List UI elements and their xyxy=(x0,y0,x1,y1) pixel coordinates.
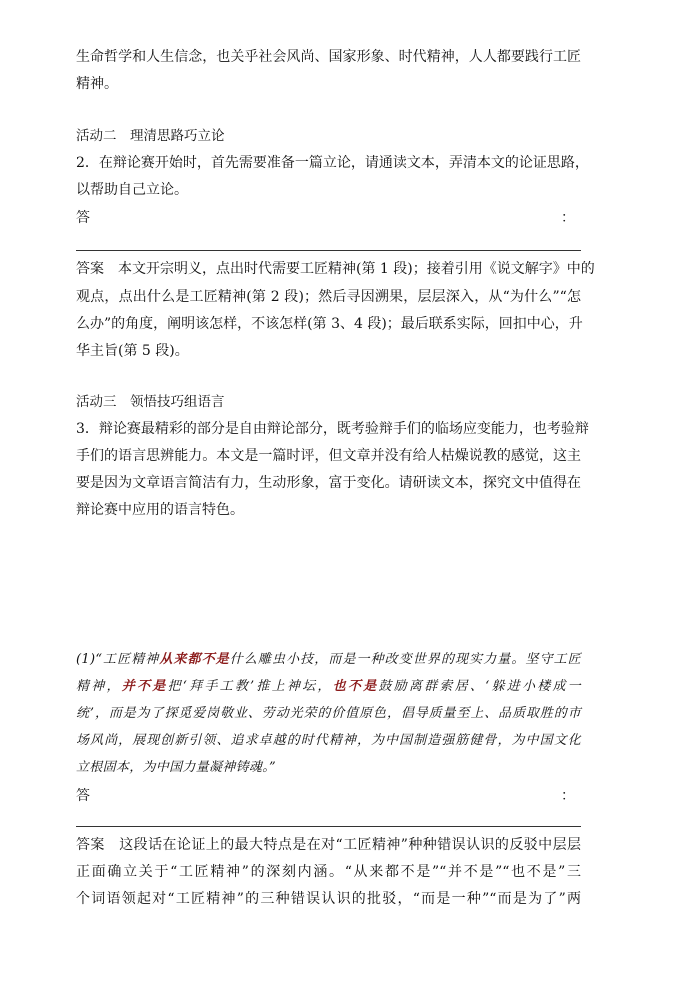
intro-line-1: 生命哲学和人生信念，也关乎社会风尚、国家形象、时代精神，人人都要践行工匠 xyxy=(76,49,581,65)
activity2-answer-line-3: 么办”的角度，阐明该怎样，不该怎样(第 3、4 段)；最后联系实际，回扣中心，升 xyxy=(76,316,583,332)
quote-emphasis: 也不是 xyxy=(332,679,379,694)
activity3-heading: 活动三 领悟技巧组语言 xyxy=(76,394,225,410)
activity3-answer-line-1: 答案 这段话在论证上的最大特点是在对“工匠精神”种种错误认识的反驳中层层 xyxy=(76,837,581,853)
activity3-question-line-3: 要是因为文章语言简洁有力，生动形象，富于变化。请研读文本，探究文中值得在 xyxy=(76,475,581,491)
activity2-answer-line-2: 观点，点出什么是工匠精神(第 2 段)；然后寻因溯果，层层深入，从“为什么”“怎 xyxy=(76,289,581,305)
answer-rule xyxy=(76,826,581,827)
answer-colon: ： xyxy=(561,788,575,804)
quote-emphasis: 从来都不是 xyxy=(159,652,230,667)
activity3-answer-line-2: 正面确立关于“工匠精神”的深刻内涵。“从来都不是”“并不是”“也不是”三 xyxy=(76,864,581,880)
quote-text: 把‘拜手工教’推上神坛， xyxy=(167,679,333,694)
quote-text: 鼓励离群索居、‘躲进小楼成一 xyxy=(378,679,581,694)
activity3-answer-prompt xyxy=(76,786,581,806)
answer-rule xyxy=(76,250,581,251)
activity3-answer-line-3: 个词语领起对“工匠精神”的三种错误认识的批驳，“而是一种”“而是为了”两 xyxy=(76,891,581,907)
activity2-answer-line-1: 答案 本文开宗明义，点出时代需要工匠精神(第 1 段)；接着引用《说文解字》中的 xyxy=(76,261,595,277)
activity3-question-line-4: 辩论赛中应用的语言特色。 xyxy=(76,502,244,518)
quote-line-4: 场风尚，展现创新引领、追求卓越的时代精神，为中国制造强筋健骨，为中国文化 xyxy=(76,733,581,748)
quote-line-1 xyxy=(76,650,581,670)
quote-line-2 xyxy=(76,677,581,697)
activity2-answer-line-4: 华主旨(第 5 段)。 xyxy=(76,343,189,359)
activity2-question-line-2: 以帮助自己立论。 xyxy=(76,182,188,198)
activity2-question-line-1: 2．在辩论赛开始时，首先需要准备一篇立论，请通读文本，弄清本文的论证思路， xyxy=(76,155,589,171)
activity2-heading: 活动二 理清思路巧立论 xyxy=(76,128,225,144)
quote-line-5: 立根固本，为中国力量凝神铸魂。” xyxy=(76,760,276,775)
quote-text: 什么雕虫小技，而是一种改变世界的现实力量。坚守工匠 xyxy=(229,652,581,667)
activity2-answer-prompt xyxy=(76,208,581,228)
quote-text: 精神， xyxy=(76,679,122,694)
activity3-question-line-2: 手们的语言思辨能力。本文是一篇时评，但文章并没有给人枯燥说教的感觉，这主 xyxy=(76,448,581,464)
answer-label: 答 xyxy=(76,788,90,804)
quote-text: (1)“工匠精神 xyxy=(76,652,160,667)
quote-emphasis: 并不是 xyxy=(121,679,168,694)
activity3-question-line-1: 3．辩论赛最精彩的部分是自由辩论部分，既考验辩手们的临场应变能力，也考验辩 xyxy=(76,421,589,437)
quote-line-3: 统’，而是为了探觅爱岗敬业、劳动光荣的价值原色，倡导质量至上、品质取胜的市 xyxy=(76,706,581,721)
intro-line-2: 精神。 xyxy=(76,76,118,92)
answer-label: 答 xyxy=(76,210,90,226)
answer-colon: ： xyxy=(561,210,575,226)
